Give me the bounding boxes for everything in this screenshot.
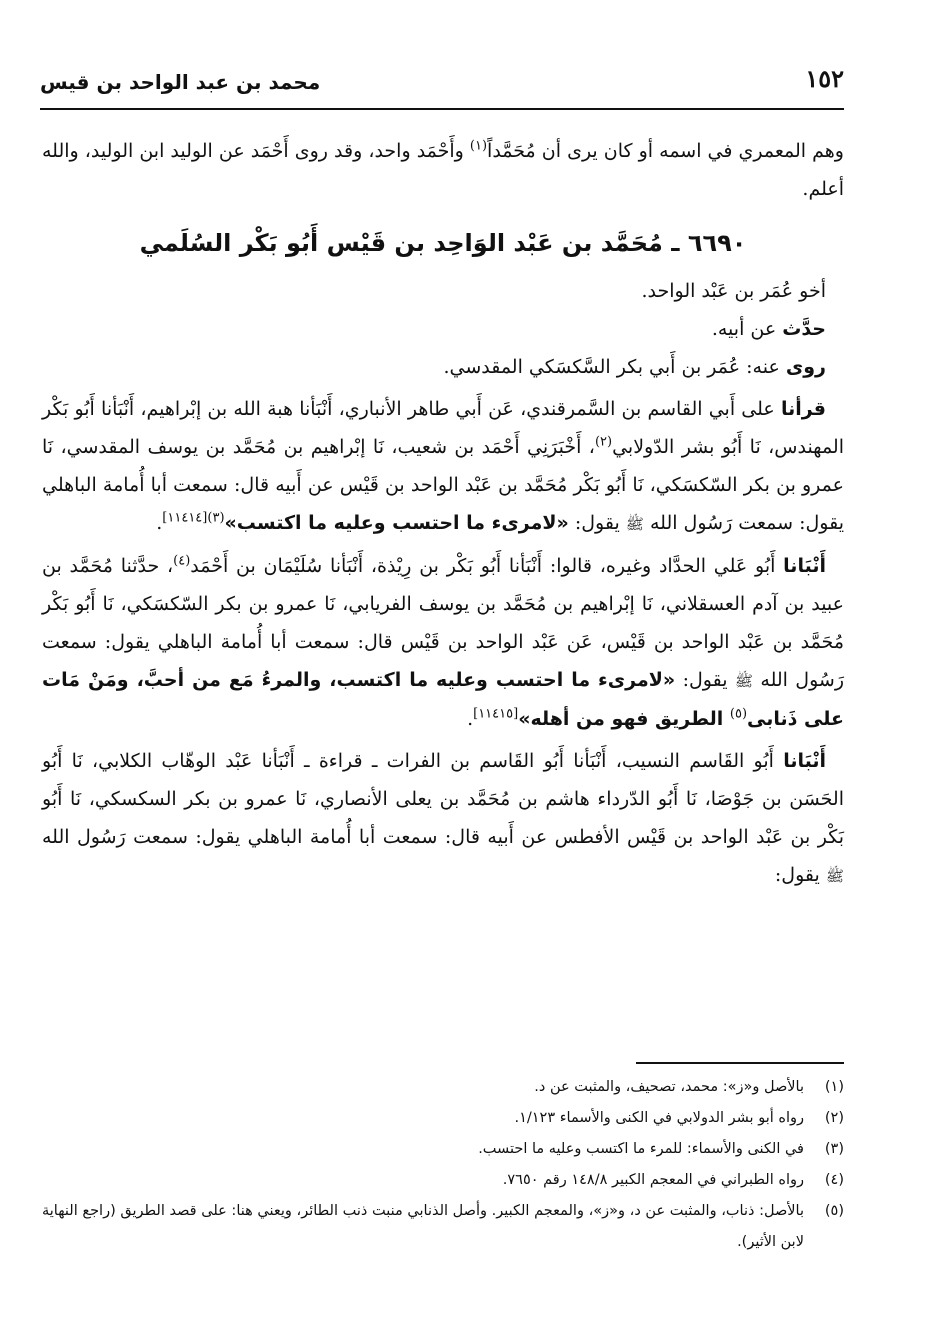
- footnote-number: (٤): [824, 1172, 844, 1188]
- footnote-ref-2: (٢): [594, 434, 613, 450]
- paragraph-text: أَبُو القَاسم النسيب، أَنْبَأنا أَبُو القَاسم بن الفرات ـ قراءة ـ أَنْبَأنا عَبْد الوهّاب الكلابي، نَا أَبُو الحَسَن بن جَوْصَا، نَا أَبُو الدّرداء هاشم بن مُحَمَّد بن يعلى الأنصاري، نَا عمرو بن بكر السكسكي، نَا أَبُو بَكْر بن عَبْد الواحد بن قَيْس الأفطس عن أَبيه قال: سمعت أبا أُمامة الباهلي يقول: سمعت رَسُول الله: [42, 750, 845, 848]
- footnote-text: في الكنى والأسماء: للمرء ما اكتسب وعليه ما احتسب.: [478, 1141, 804, 1157]
- hadith-text: الطريق فهو من أهله»: [518, 708, 730, 730]
- footnote-item: [42, 1103, 844, 1134]
- running-title: محمد بن عبد الواحد بن قيس: [40, 70, 321, 94]
- entry-line-brother: أخو عُمَر بن عَبْد الواحد.: [641, 280, 826, 302]
- lead-word: أَنْبَانا: [783, 750, 826, 772]
- hadith-text: «لامرىء ما احتسب وعليه ما اكتسب، والمرءُ مَع من أحبَّ، ومَنْ مَات على ذَنابى: [42, 669, 844, 730]
- page-header: [40, 58, 844, 110]
- paragraph-text: يقول:: [774, 864, 826, 886]
- salla-glyph: ﷺ: [825, 867, 844, 885]
- paragraph-end: .: [467, 708, 474, 730]
- paragraph-end: .: [156, 512, 163, 534]
- footnote-ref-4: (٤): [173, 553, 191, 569]
- footnote-item: [42, 1134, 844, 1165]
- lead-word: قرأنا: [780, 398, 826, 420]
- footnotes: [42, 1072, 844, 1258]
- footnote-item: [42, 1196, 844, 1258]
- intro-text-b: وأَحْمَد واحد، وقد روى أَحْمَد عن الوليد ابن الوليد، والله أعلم.: [42, 140, 844, 200]
- footnote-number: (٥): [824, 1203, 844, 1219]
- entry-title: ٦٦٩٠ ـ مُحَمَّد بن عَبْد الوَاحِد بن قَيْس أَبُو بَكْر السُلَمي: [139, 229, 747, 257]
- lead-word: حدَّث: [782, 318, 826, 340]
- footnote-ref-1: (١): [469, 138, 488, 154]
- footnote-text: بالأصل: ذناب، والمثبت عن د، و«ز»، والمعجم الكبير. وأصل الذنابي منبت ذنب الطائر، ويعني هنا: على قصد الطريق (راجع النهاية لابن الأثير).: [42, 1203, 804, 1250]
- hadith-text: «لامرىء ما احتسب وعليه ما اكتسب»: [224, 512, 569, 534]
- isnad-paragraph-3: [42, 742, 844, 895]
- footnote-ref-5: (٥): [729, 706, 748, 722]
- footnote-text: رواه الطبراني في المعجم الكبير ١٤٨/٨ رقم ٧٦٥٠.: [502, 1172, 804, 1188]
- footnote-number: (٢): [824, 1110, 844, 1126]
- hadith-number: [١١٤١٥]: [473, 706, 519, 722]
- entry-line-text: عنه: عُمَر بن أَبي بكر السَّكسَكي المقدسي.: [443, 356, 786, 378]
- paragraph-text: ، أَخْبَرَنِي أَحْمَد بن شعيب، نَا إبْراهيم بن مُحَمَّد بن يوسف المقدسي، نَا عمرو بن بكر السّكسَكي، نَا أَبُو بَكْر مُحَمَّد بن عَبْد الواحد بن قَيْس عن أَبيه قال: سمعت أبا أُمامة الباهلي يقول: سمعت رَسُول الله: [42, 436, 844, 534]
- footnote-ref-3: (٣): [207, 510, 225, 526]
- page-number: ١٥٢: [805, 64, 844, 93]
- footnote-text: رواه أبو بشر الدولابي في الكنى والأسماء ١/١٢٣.: [514, 1110, 804, 1126]
- isnad-paragraph-1: [42, 390, 844, 543]
- intro-paragraph: [42, 132, 844, 208]
- paragraph-text: على أَبي القاسم بن السَّمرقندي، عَن أَبي طاهر الأنباري، أَنْبَأنا هبة الله بن إبْراهيم، أَنْبَأنا أَبُو بَكْر المهندس، نَا أَبُو بشر الدّولابي: [42, 398, 844, 458]
- salla-glyph: ﷺ: [734, 672, 753, 690]
- entry-line-narrated: [42, 310, 844, 348]
- paragraph-text: أَبُو عَلي الحدَّاد وغيره، قالوا: أَنْبَأنا أَبُو بَكْر بن رِيْذة، أَنْبَأنا سُلَيْمَان بن أَحْمَد: [190, 555, 784, 577]
- entry-line-transmitted: [42, 348, 844, 386]
- salla-glyph: ﷺ: [625, 515, 644, 533]
- footnote-number: (٣): [824, 1141, 844, 1157]
- footnote-item: [42, 1072, 844, 1103]
- paragraph-text: يقول:: [568, 512, 626, 534]
- isnad-paragraph-2: [42, 547, 844, 738]
- entry-line-text: عن أبيه.: [711, 318, 783, 340]
- hadith-number: [١١٤١٤]: [162, 510, 208, 526]
- lead-word: أَنْبَانا: [783, 555, 826, 577]
- footnote-number: (١): [824, 1079, 844, 1095]
- footnote-text: بالأصل و«ز»: محمد، تصحيف، والمثبت عن د.: [534, 1079, 804, 1095]
- intro-text-a: وهم المعمري في اسمه أو كان يرى أن مُحَمَّداً: [487, 140, 844, 162]
- footnote-separator: [636, 1062, 844, 1064]
- paragraph-text: يقول:: [675, 669, 735, 691]
- footnote-item: [42, 1165, 844, 1196]
- lead-word: روى: [785, 356, 826, 378]
- main-text: [42, 132, 844, 895]
- paragraph-text: ، حدَّثنا مُحَمَّد بن عبيد بن آدم العسقلاني، نَا إبْراهيم بن مُحَمَّد بن يوسف الفريابي، نَا عمرو بن بكر السّكسَكي، نَا أَبُو بَكْر مُحَمَّد بن عَبْد الواحد بن قَيْس، عَن عَبْد الواحد بن قَيْس قال: سمعت أبا أُمامة الباهلي يقول: سمعت رَسُول الله: [42, 555, 845, 691]
